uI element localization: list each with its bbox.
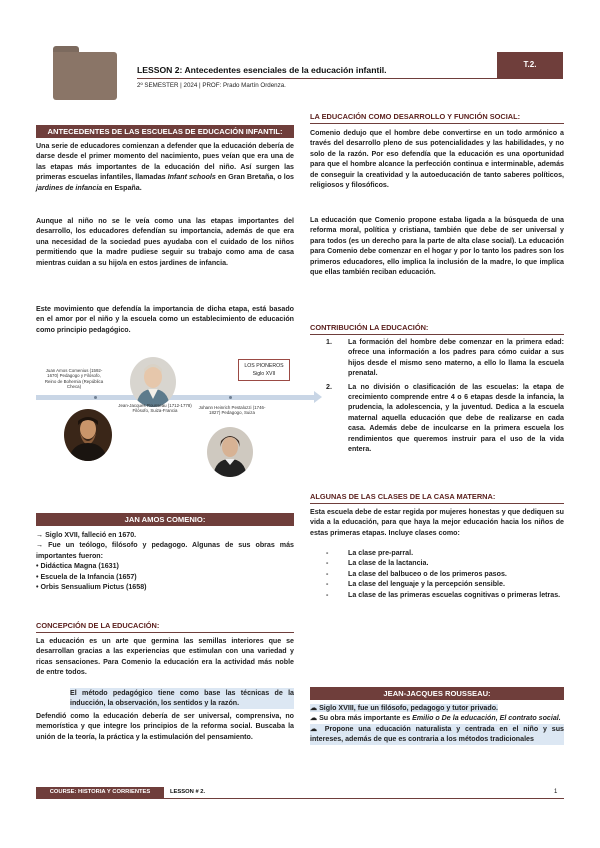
- list-item: 2. La no división o clasificación de las escuelas: la etapa de crecimiento comprende entre 4 o 6 etapas desde la infancia, la prudencia, la adolescencia, y la juventud. Dedica a la escuela maternal aquella educación que debe de realizarse en cada casa. Además debe de inculcarse en la primera escuela los rendimientos que queremos instruir para el uso de la vida entera.: [326, 382, 564, 454]
- contribucion-list: [326, 337, 564, 454]
- folder-icon: [53, 46, 117, 100]
- list-item: - La clase de la lactancia.: [326, 559, 429, 568]
- section-contribucion-title: CONTRIBUCIÓN LA EDUCACIÓN:: [310, 323, 429, 332]
- footer-course: COURSE: HISTORIA Y CORRIENTES: [36, 787, 164, 798]
- antecedentes-paragraph-1: Una serie de educadores comienzan a defender que la educación debería de darse desde el primer momento del nacimiento, pues veían que era una de las etapas más importantes de la educación del niño. Así surgen las primeras escuelas infantiles, llamadas Infant schools en Gran Bretaña, o los jardines de infancia en España.: [36, 142, 294, 192]
- antecedentes-paragraph-2: Aunque al niño no se le veía como una las etapas importantes del desarrollo, los educadores defendían su importancia, además de que era una necesidad de la sociedad pues ayudaba con el cuidado de los niños permitiendo que la madre pudiese seguir su trabajo como ama de casa mientras cuidan a su hijo/a en estos jardines de infancia.: [36, 217, 294, 267]
- timeline-bar: [36, 395, 316, 400]
- concepcion-highlight: El método pedagógico tiene como base las técnicas de la inducción, la observación, los sentidos y la razón.: [70, 689, 294, 708]
- timeline-dot: [229, 396, 232, 399]
- list-item: - La clase del lenguaje y la percepción sensible.: [326, 580, 505, 589]
- section-desarrollo-title: LA EDUCACIÓN COMO DESARROLLO Y FUNCIÓN SOCIAL:: [310, 112, 521, 121]
- pestalozzi-label: Johann Heinrich Pestalozzi (1746-1827) Pedagogo, Suiza: [198, 405, 266, 416]
- section-concepcion-title: CONCEPCIÓN DE LA EDUCACIÓN:: [36, 621, 160, 630]
- pestalozzi-portrait: [207, 427, 253, 477]
- desarrollo-paragraph-1: Comenio dedujo que el hombre debe convertirse en un todo armónico a través del desarrollo pleno de sus potencialidades y las habilidades, y no solo de la razón. Por eso defendía que la educación es una oportunidad para que el hombre alcance la perfección continua e interminable, además de conseguir la creatividad y la autoeducación de tanto saberes políticos, religiosos y filosóficos.: [310, 129, 564, 190]
- rousseau-info: ☁ Siglo XVIII, fue un filósofo, pedagogo y tutor privado. ☁ Su obra más importante es Emilio o De la educación, El contrato social. ☁ Propone una educación naturalista y centrada en el niño y sus intereses, además de que es contraria a los métodos tradicionales: [310, 704, 564, 744]
- timeline-dot: [94, 396, 97, 399]
- list-item: 1. La formación del hombre debe comenzar en la primera edad: ofrece una información a los padres para cómo cuidar a sus hijos desde el mismo seno materno, a ello lo llama la escuela prenatal.: [326, 338, 564, 378]
- section-clases-title: ALGUNAS DE LAS CLASES DE LA CASA MATERNA:: [310, 492, 496, 501]
- antecedentes-paragraph-3: Este movimiento que defendía la importancia de dicha etapa, está basado en el amor por el niño y la escuela como un establecimiento de educación como principio pedagógico.: [36, 305, 294, 334]
- rousseau-portrait: [130, 357, 176, 407]
- section-rousseau-title: JEAN-JACQUES ROUSSEAU:: [310, 687, 564, 700]
- lesson-title: LESSON 2: Antecedentes esenciales de la educación infantil.: [137, 65, 387, 75]
- clases-rule: [310, 503, 564, 504]
- semester-meta: 2º SEMESTER | 2024 | PROF: Prado Martín Ordenza.: [137, 82, 286, 89]
- section-antecedentes-title: ANTECEDENTES DE LAS ESCUELAS DE EDUCACIÓN INFANTIL:: [36, 125, 294, 138]
- footer-lesson: LESSON # 2.: [170, 789, 206, 795]
- desarrollo-paragraph-2: La educación que Comenio propone estaba ligada a la búsqueda de una reforma moral, política y cristiana, también que debe de ser universal y para todos (es un derecho para la parte de alta clase social). La educación para Comenio debe comenzar en el hogar y por lo tanto los padres son los primeros educadores, ello implica la inclusión de la madre, lo que implica que ellas también reciban educación.: [310, 216, 564, 277]
- clases-list: [326, 548, 564, 600]
- contribucion-rule: [310, 334, 564, 335]
- comenio-info: → Siglo XVII, falleció en 1670. → Fue un teólogo, filósofo y pedagogo. Algunas de sus obras más importantes fueron: • Didáctica Magna (1631) • Escuela de la Infancia (1657) • Orbis Sensualium Pictus (1658): [36, 531, 294, 592]
- list-item: - La clase del balbuceo o de los primeros pasos.: [326, 569, 507, 578]
- list-item: - La clase pre-parral.: [326, 549, 414, 557]
- footer-rule: [36, 798, 564, 799]
- concepcion-rule: [36, 632, 294, 633]
- pioneros-box: LOS PIONEROS Siglo XVII: [238, 359, 290, 381]
- timeline-arrow-icon: [314, 391, 322, 403]
- topic-badge: T.2.: [497, 52, 563, 78]
- list-item: - La clase de las primeras escuelas cognitivas o primeras letras.: [326, 590, 561, 599]
- comenius-portrait: [64, 409, 112, 461]
- header-rule: [137, 78, 563, 79]
- section-comenio-title: JAN AMOS COMENIO:: [36, 513, 294, 526]
- rousseau-label: Jean-Jacques Rousseau (1712-1778) Filósofo, Suiza-Francia: [118, 403, 192, 414]
- concepcion-paragraph-3: Defendió como la educación debería de ser universal, comprensiva, no memorística y que integre los principios de la reforma social. Buscaba la unión de la teoría, la práctica y la estimulación del pensamiento.: [36, 712, 294, 741]
- comenius-label: Juan Amos Comenius (1592-1670) Pedagogo y Filósofo, Reino de Bohemia (República Checa): [44, 368, 104, 390]
- concepcion-paragraph-1: La educación es un arte que germina las semillas interiores que se desarrollan gracias a las experiencias que estimulan con una variedad y ricas sensaciones. Para Comenio la educación era la actividad más noble de entre todos.: [36, 637, 294, 677]
- clases-paragraph: Esta escuela debe de estar regida por mujeres honestas y que dediquen su vida a la educación, para que haya la mejor educación hacia los niños de estas primeras etapas. Incluye clases como:: [310, 508, 564, 537]
- desarrollo-rule: [310, 123, 564, 124]
- page-number: 1: [554, 789, 558, 795]
